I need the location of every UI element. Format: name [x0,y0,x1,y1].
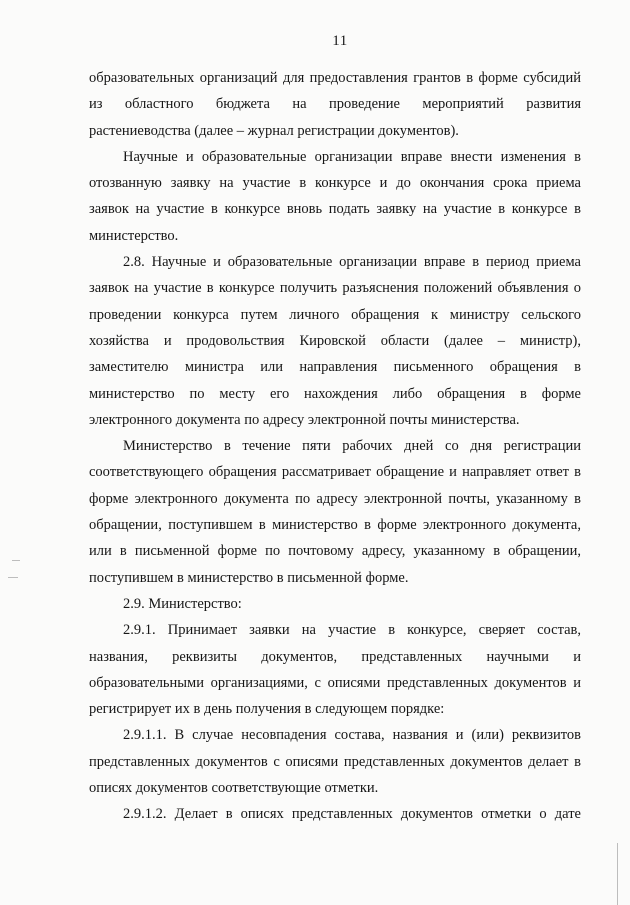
text-line: хозяйства и продовольствия Кировской области (далее – министр), [89,332,581,349]
text-line: заявок на участие в конкурсе вновь подать заявку на участие в конкурсе в [89,201,581,218]
text-line: министерство по месту его нахождения либо обращения в форме [89,385,581,402]
paragraph-journal-registration [89,65,581,144]
text-line: обращении, поступившем в министерство в форме электронного документа, [89,517,581,534]
text-line: 2.9. Министерство: [123,595,242,612]
scan-mark [8,577,18,578]
text-line: заявок на участие в конкурсе получить разъяснения положений объявления о [89,280,581,297]
text-line: 2.9.1. Принимает заявки на участие в конкурсе, сверяет состав, [123,622,581,639]
text-line: растениеводства (далее – журнал регистрации документов). [89,122,459,139]
text-line: представленных документов с описями представленных документов делает в [89,753,581,770]
document-body [89,65,581,828]
text-line: или в письменной форме по почтовому адресу, указанному в обращении, [89,543,581,560]
paragraph-2-8 [89,249,581,433]
paragraph-2-9-1 [89,617,581,722]
scan-mark [617,843,618,905]
paragraph-2-9-1-2 [89,801,581,827]
text-line: форме электронного документа по адресу электронной почты, указанному в [89,490,581,507]
paragraph-2-9 [89,591,581,617]
text-line: проведении конкурса путем личного обращения к министру сельского [89,306,581,323]
text-line: 2.9.1.2. Делает в описях представленных документов отметки о дате [123,806,581,823]
text-line: названия, реквизиты документов, представленных научными и [89,648,581,665]
text-line: описях документов соответствующие отметки. [89,780,379,797]
text-line: регистрирует их в день получения в следующем порядке: [89,701,445,718]
scan-mark [12,560,20,561]
text-line: отозванную заявку на участие в конкурсе и до окончания срока приема [89,175,581,192]
text-line: 2.9.1.1. В случае несовпадения состава, названия и (или) реквизитов [123,727,581,744]
text-line: министерство. [89,227,179,244]
text-line: соответствующего обращения рассматривает обращение и направляет ответ в [89,464,581,481]
paragraph-application-changes [89,144,581,249]
text-line: поступившем в министерство в письменной форме. [89,569,409,586]
text-line: заместителю министра или направления письменного обращения в [89,359,581,376]
paragraph-2-9-1-1 [89,722,581,801]
text-line: электронного документа по адресу электронной почты министерства. [89,411,520,428]
text-line: Научные и образовательные организации вправе внести изменения в [123,148,581,165]
paragraph-ministry-response [89,433,581,591]
text-line: 2.8. Научные и образовательные организации вправе в период приема [123,254,581,271]
page-number: 11 [332,33,348,49]
text-line: образовательными организациями, с описями представленных документов и [89,674,581,691]
text-line: Министерство в течение пяти рабочих дней со дня регистрации [123,438,581,455]
text-line: из областного бюджета на проведение мероприятий развития [89,96,581,113]
text-line: образовательных организаций для предоставления грантов в форме субсидий [89,70,581,86]
